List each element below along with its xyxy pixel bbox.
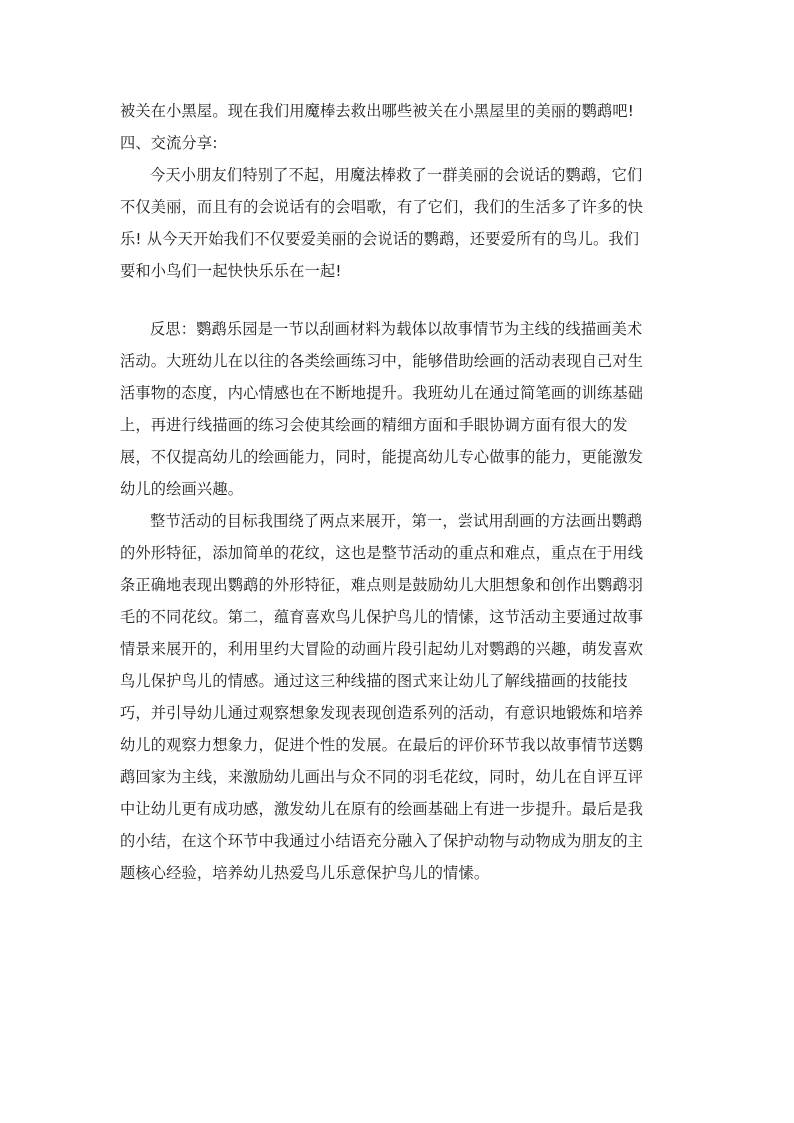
text-line: 上，再进行线描画的练习会使其绘画的精细方面和手眼协调方面有很大的发 bbox=[120, 416, 628, 434]
text-line: 被关在小黑屋。现在我们用魔棒去救出哪些被关在小黑屋里的美丽的鹦鹉吧! bbox=[120, 102, 635, 120]
text-line: 活事物的态度，内心情感也在不断地提升。我班幼儿在通过简笔画的训练基础 bbox=[120, 384, 644, 402]
text-line: 鸟儿保护鸟儿的情感。通过这三种线描的图式来让幼儿了解线描画的技能技 bbox=[120, 672, 628, 690]
text-line: 今天小朋友们特别了不起，用魔法棒救了一群美丽的会说话的鹦鹉，它们 bbox=[150, 166, 643, 184]
text-line: 中让幼儿更有成功感，激发幼儿在原有的绘画基础上有进一步提升。最后是我 bbox=[120, 800, 644, 818]
text-line: 情景来展开的，利用里约大冒险的动画片段引起幼儿对鹦鹉的兴趣，萌发喜欢 bbox=[120, 640, 644, 658]
paragraph-start: 整节活动的目标我围绕了两点来展开，第一，尝试用刮画的方法画出鹦鹉 bbox=[150, 512, 643, 530]
section-heading: 四、交流分享: bbox=[120, 134, 218, 152]
text-line: 鹉回家为主线，来激励幼儿画出与众不同的羽毛花纹，同时，幼儿在自评互评 bbox=[120, 768, 644, 786]
text-line: 的小结，在这个环节中我通过小结语充分融入了保护动物与动物成为朋友的主 bbox=[120, 832, 644, 850]
reflection-paragraph-start: 反思：鹦鹉乐园是一节以刮画材料为载体以故事情节为主线的线描画美术 bbox=[150, 320, 643, 338]
text-line: 题核心经验，培养幼儿热爱鸟儿乐意保护鸟儿的情愫。 bbox=[120, 864, 490, 882]
text-line: 巧，并引导幼儿通过观察想象发现表现创造系列的活动，有意识地锻炼和培养 bbox=[120, 704, 644, 722]
text-line: 乐! 从今天开始我们不仅要爱美丽的会说话的鹦鹉，还要爱所有的鸟儿。我们 bbox=[120, 230, 640, 248]
text-line: 活动。大班幼儿在以往的各类绘画练习中，能够借助绘画的活动表现自己对生 bbox=[120, 352, 644, 370]
text-line: 的外形特征，添加简单的花纹，这也是整节活动的重点和难点，重点在于用线 bbox=[120, 544, 644, 562]
text-line: 不仅美丽，而且有的会说话有的会唱歌，有了它们，我们的生活多了许多的快 bbox=[120, 198, 644, 216]
text-line: 幼儿的观察力想象力，促进个性的发展。在最后的评价环节我以故事情节送鹦 bbox=[120, 736, 644, 754]
text-line: 毛的不同花纹。第二，蕴育喜欢鸟儿保护鸟儿的情愫，这节活动主要通过故事 bbox=[120, 608, 644, 626]
text-line: 幼儿的绘画兴趣。 bbox=[120, 480, 244, 498]
text-line: 要和小鸟们一起快快乐乐在一起! bbox=[120, 262, 342, 280]
text-line: 展，不仅提高幼儿的绘画能力，同时，能提高幼儿专心做事的能力，更能激发 bbox=[120, 448, 644, 466]
text-line: 条正确地表现出鹦鹉的外形特征，难点则是鼓励幼儿大胆想象和创作出鹦鹉羽 bbox=[120, 576, 644, 594]
